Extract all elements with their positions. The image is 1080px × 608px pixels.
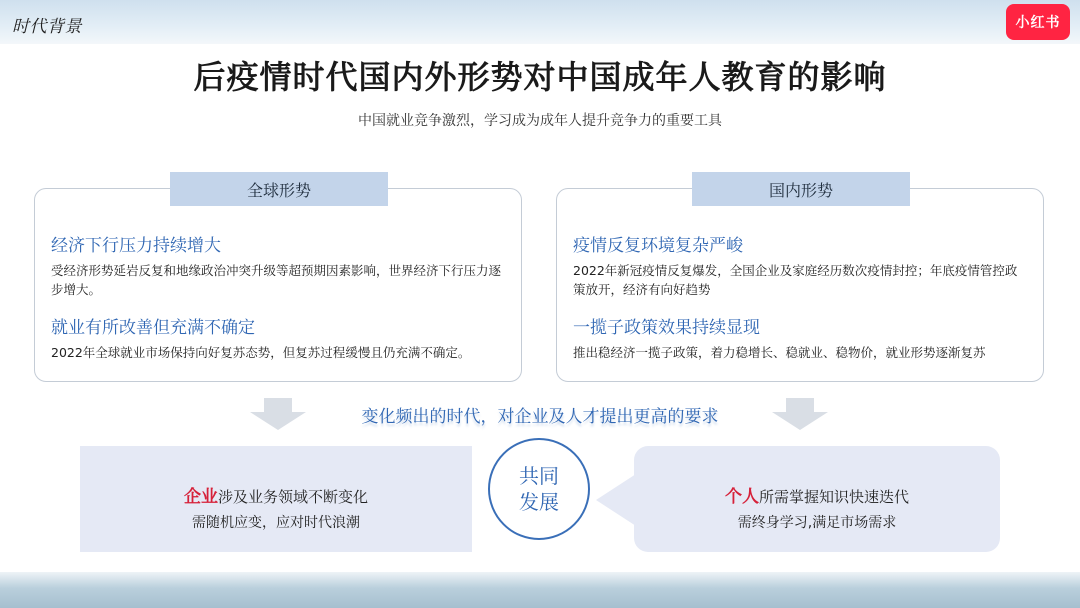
panel-item-heading: 经济下行压力持续增大 <box>51 236 221 256</box>
enterprise-line1 <box>80 482 472 507</box>
enterprise-line2: 需随机应变，应对时代浪潮 <box>192 515 360 531</box>
panel-item-heading: 一揽子政策效果持续显现 <box>573 318 760 338</box>
individual-line1-text: 所需掌握知识快速迭代 <box>758 488 909 506</box>
bottom-banner <box>0 572 1080 608</box>
enterprise-line1-text: 涉及业务领域不断变化 <box>217 488 368 506</box>
domestic-situation-tab: 国内形势 <box>692 172 910 206</box>
domestic-situation-panel <box>556 188 1044 382</box>
circle-line1: 共同 <box>519 464 559 488</box>
change-statement: 变化频出的时代，对企业及人才提出更高的要求 <box>361 407 719 427</box>
global-situation-tab: 全球形势 <box>170 172 388 206</box>
panel-item-body: 2022年全球就业市场保持向好复苏态势，但复苏过程缓慢且仍充满不确定。 <box>51 345 471 360</box>
individual-accent: 个人 <box>724 487 759 507</box>
panel-item-body: 受经济形势延岩反复和地缘政治冲突升级等超预期因素影响，世界经济下行压力逐步增大。 <box>51 263 502 297</box>
individual-line1 <box>634 482 1000 507</box>
panel-item-heading: 就业有所改善但充满不确定 <box>51 318 255 338</box>
brand-logo: 小红书 <box>1006 4 1070 40</box>
top-banner <box>0 0 1080 44</box>
page-title: 后疫情时代国内外形势对中国成年人教育的影响 <box>193 58 887 96</box>
enterprise-accent: 企业 <box>183 487 218 507</box>
section-title: 时代背景 <box>12 17 82 37</box>
panel-item-body: 2022年新冠疫情反复爆发，全国企业及家庭经历数次疫情封控；年底疫情管控政策放开，经济有向好趋势 <box>573 263 1018 297</box>
enterprise-box <box>80 446 472 552</box>
global-situation-panel <box>34 188 522 382</box>
speech-pointer <box>596 474 636 526</box>
panel-item-heading: 疫情反复环境复杂严峻 <box>573 236 743 256</box>
page-subtitle: 中国就业竞争激烈，学习成为成年人提升竞争力的重要工具 <box>358 113 722 129</box>
co-development-circle <box>488 438 590 540</box>
individual-box <box>634 446 1000 552</box>
circle-line2: 发展 <box>519 490 559 514</box>
individual-line2: 需终身学习,满足市场需求 <box>737 515 897 531</box>
panel-item-body: 推出稳经济一揽子政策，着力稳增长、稳就业、稳物价，就业形势逐渐复苏 <box>573 345 986 360</box>
